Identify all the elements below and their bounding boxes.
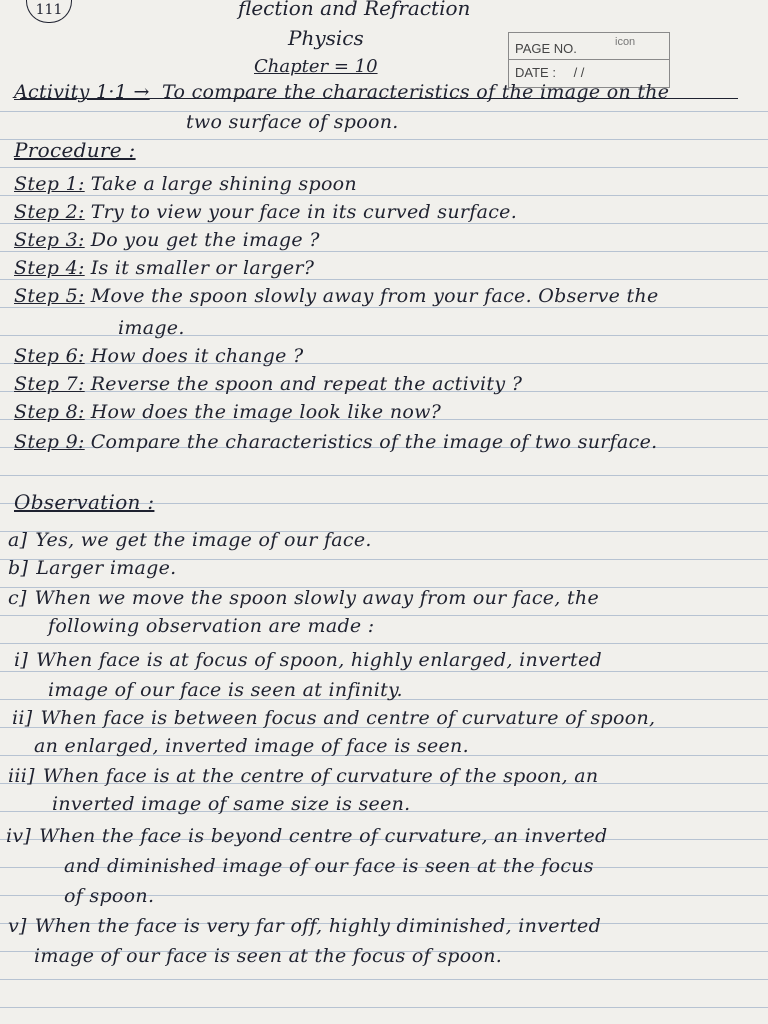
step-text: Is it smaller or larger? <box>90 257 315 279</box>
observation-heading: Observation : <box>14 490 155 514</box>
step-text: Compare the characteristics of the image of two surface. <box>90 431 658 453</box>
observation-label: iii] <box>8 765 35 787</box>
observation-text: When face is at the centre of curvature of the spoon, an <box>42 765 599 787</box>
step-text: image. <box>118 317 185 339</box>
observation-line <box>64 854 758 878</box>
observation-text: When face is between focus and centre of curvature of spoon, <box>40 707 656 729</box>
observation-line <box>64 884 758 908</box>
box-divider <box>509 59 669 60</box>
step-label: Step 9: <box>14 431 85 453</box>
notebook-brand-logo: icon <box>615 36 636 48</box>
procedure-step <box>14 256 758 280</box>
observation-line <box>12 706 758 730</box>
step-label: Step 6: <box>14 345 85 367</box>
observation-line <box>34 734 758 758</box>
observation-line <box>8 914 758 938</box>
activity-text-cont: two surface of spoon. <box>186 111 399 133</box>
observation-text: image of our face is seen at the focus of spoon. <box>34 945 503 967</box>
observation-line <box>6 824 758 848</box>
step-text: Reverse the spoon and repeat the activity ? <box>90 373 523 395</box>
step-text: Try to view your face in its curved surface. <box>90 201 518 223</box>
observation-text: inverted image of same size is seen. <box>52 793 411 815</box>
observation-line <box>14 648 758 672</box>
subject-title: Physics <box>288 26 364 50</box>
procedure-step <box>14 228 758 252</box>
observation-text: Yes, we get the image of our face. <box>35 529 372 551</box>
step-label: Step 7: <box>14 373 85 395</box>
activity-label: Activity 1·1 → <box>14 81 150 103</box>
activity-text: To compare the characteristics of the image on the <box>162 81 670 103</box>
observation-line <box>48 614 758 638</box>
observation-text: image of our face is seen at infinity. <box>48 679 403 701</box>
step-label: Step 2: <box>14 201 85 223</box>
observation-label: a] <box>8 529 28 551</box>
date-label-text: DATE : <box>515 65 556 80</box>
step-text: How does the image look like now? <box>90 401 442 423</box>
observation-line <box>8 528 758 552</box>
observation-text: When the face is very far off, highly diminished, inverted <box>34 915 602 937</box>
step-label: Step 4: <box>14 257 85 279</box>
observation-line <box>8 586 758 610</box>
chapter-label: Chapter = 10 <box>254 56 378 77</box>
observation-line <box>8 764 758 788</box>
procedure-step <box>14 172 758 196</box>
step-text: Do you get the image ? <box>90 229 320 251</box>
date-value: / / <box>573 65 585 80</box>
step-label: Step 3: <box>14 229 85 251</box>
procedure-step <box>118 316 758 340</box>
step-label: Step 8: <box>14 401 85 423</box>
observation-line <box>52 792 758 816</box>
procedure-heading-row <box>14 138 758 163</box>
activity-line-2 <box>186 110 758 134</box>
observation-text: following observation are made : <box>48 615 375 637</box>
observation-text: of spoon. <box>64 885 155 907</box>
page-number: 111 <box>26 0 72 23</box>
observation-label: v] <box>8 915 27 937</box>
observation-line <box>34 944 758 968</box>
observation-line <box>48 678 758 702</box>
observation-label: i] <box>14 649 29 671</box>
procedure-step <box>14 200 758 224</box>
observation-label: b] <box>8 557 29 579</box>
step-label: Step 1: <box>14 173 85 195</box>
observation-line <box>8 556 758 580</box>
procedure-step <box>14 284 758 308</box>
procedure-step <box>14 400 758 424</box>
observation-label: ii] <box>12 707 33 729</box>
observation-text: Larger image. <box>36 557 177 579</box>
observation-text: When we move the spoon slowly away from our face, the <box>34 587 600 609</box>
observation-text: an enlarged, inverted image of face is seen. <box>34 735 469 757</box>
observation-heading-row <box>14 490 758 515</box>
page-no-label: PAGE NO. <box>515 41 577 56</box>
procedure-step <box>14 372 758 396</box>
step-text: Move the spoon slowly away from your face. Observe the <box>90 285 659 307</box>
procedure-step <box>14 344 758 368</box>
step-text: Take a large shining spoon <box>90 173 357 195</box>
step-label: Step 5: <box>14 285 85 307</box>
procedure-step <box>14 430 758 454</box>
observation-text: When face is at focus of spoon, highly enlarged, inverted <box>36 649 602 671</box>
observation-label: c] <box>8 587 27 609</box>
observation-text: When the face is beyond centre of curvature, an inverted <box>39 825 608 847</box>
step-text: How does it change ? <box>90 345 304 367</box>
procedure-heading: Procedure : <box>14 138 136 162</box>
observation-text: and diminished image of our face is seen at the focus <box>64 855 594 877</box>
date-label <box>515 65 584 80</box>
activity-line-1 <box>14 80 758 104</box>
page-title: flection and Refraction <box>238 0 471 20</box>
observation-label: iv] <box>6 825 32 847</box>
